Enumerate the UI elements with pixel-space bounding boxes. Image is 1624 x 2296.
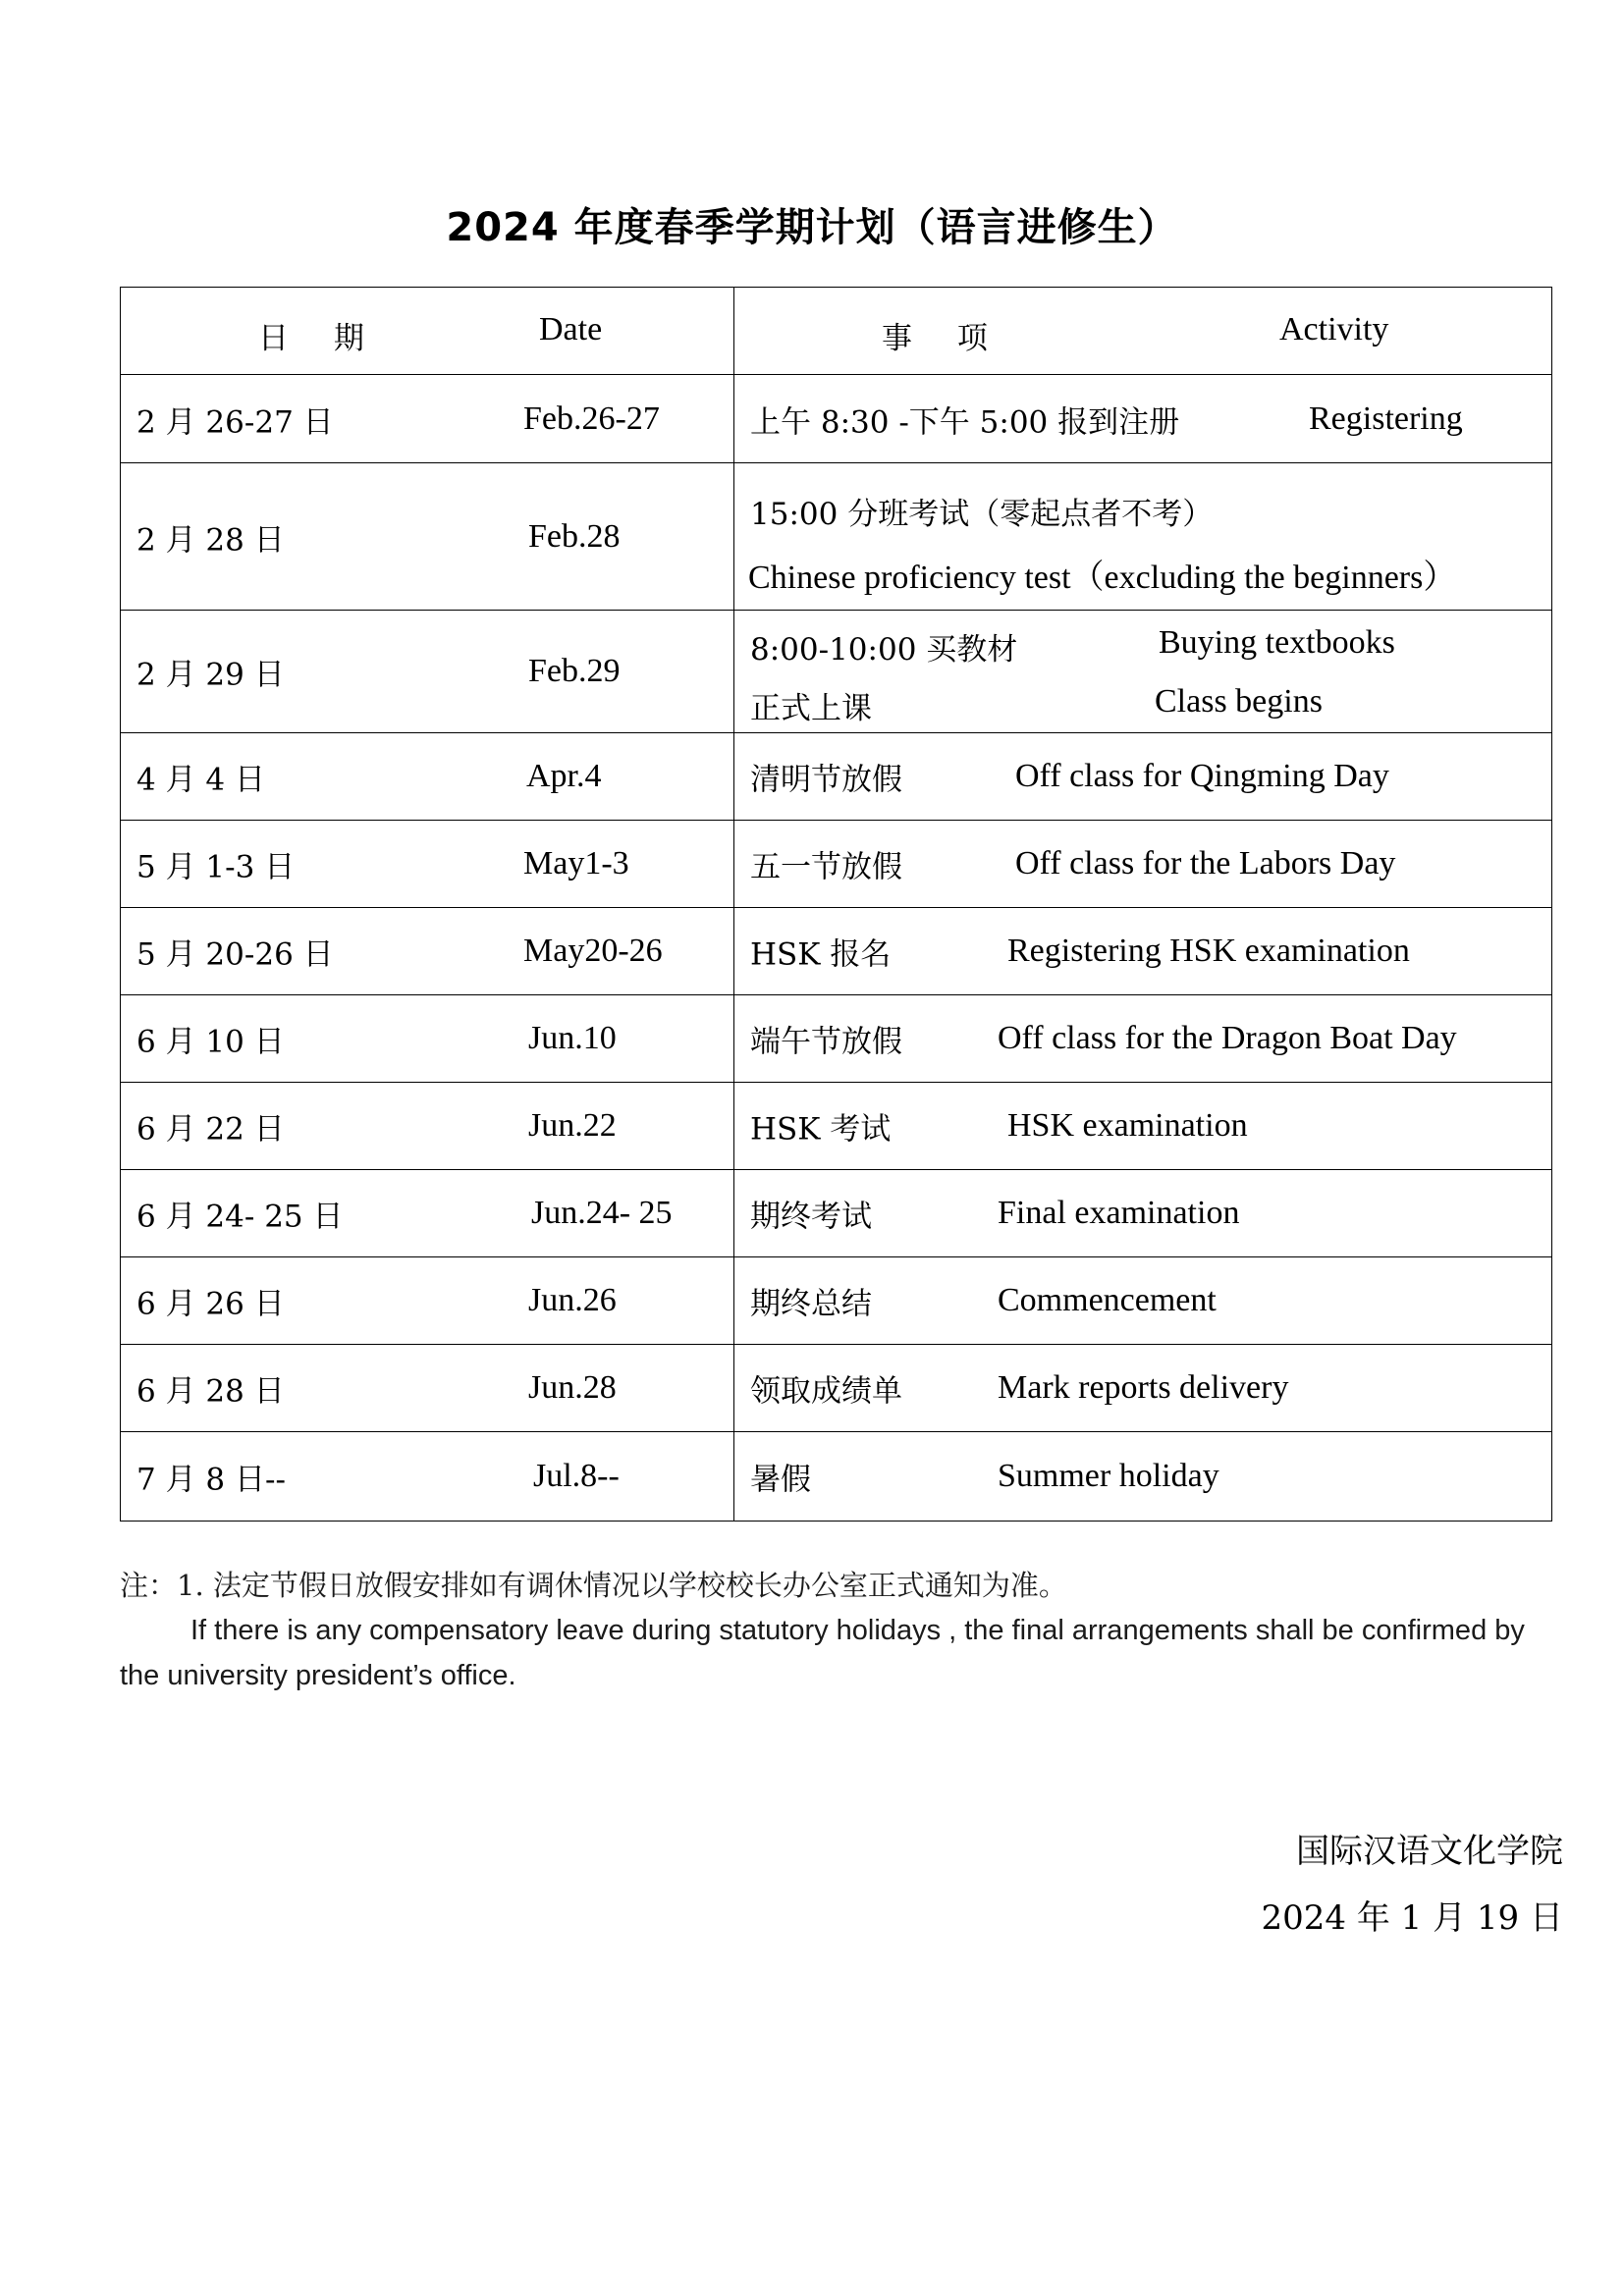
activity-cell xyxy=(734,908,1552,995)
activity-cn: 端午节放假 xyxy=(750,1024,902,1060)
date-cn: 5 月 20-26 日 xyxy=(136,936,334,973)
activity-en: Registering HSK examination xyxy=(1007,933,1410,969)
date-cell xyxy=(121,1432,734,1522)
date-en: Feb.28 xyxy=(528,517,621,555)
signature-org: 国际汉语文化学院 xyxy=(1296,1832,1563,1871)
activity-cell xyxy=(734,1257,1552,1345)
table-header-row xyxy=(121,288,1552,375)
activity-en: Registering xyxy=(1309,400,1463,437)
date-cell xyxy=(121,821,734,908)
date-cn: 6 月 22 日 xyxy=(136,1111,285,1148)
date-cn: 6 月 24- 25 日 xyxy=(136,1199,344,1235)
footnote-en: If there is any compensatory leave during statutory holidays , the final arrangements shall be confirmed by the university president’s office. xyxy=(120,1615,1525,1691)
table-row xyxy=(121,908,1552,995)
date-en: Jun.24- 25 xyxy=(531,1195,673,1231)
header-activity-en: Activity xyxy=(1279,311,1389,347)
date-cn: 6 月 26 日 xyxy=(136,1286,285,1322)
activity-cell xyxy=(734,1345,1552,1432)
activity-cn: 15:00 分班考试（零起点者不考） xyxy=(750,497,1214,532)
date-cell xyxy=(121,1083,734,1170)
table-row xyxy=(121,1432,1552,1522)
activity-cn: HSK 报名 xyxy=(750,936,892,973)
date-en: Jun.10 xyxy=(528,1020,617,1056)
date-cell xyxy=(121,908,734,995)
date-cell xyxy=(121,375,734,463)
table-row xyxy=(121,463,1552,611)
date-en: Jun.26 xyxy=(528,1282,617,1318)
date-cell xyxy=(121,1170,734,1257)
table-row xyxy=(121,1170,1552,1257)
footnote-cn: 注：1. 法定节假日放假安排如有调休情况以学校校长办公室正式通知为准。 xyxy=(120,1569,1067,1602)
activity-cn: 清明节放假 xyxy=(750,762,902,798)
table-row xyxy=(121,1257,1552,1345)
date-cn: 6 月 28 日 xyxy=(136,1373,285,1410)
header-date-en: Date xyxy=(539,311,603,347)
table-row xyxy=(121,995,1552,1083)
activity-en: Off class for the Dragon Boat Day xyxy=(998,1020,1457,1056)
header-activity-cell xyxy=(734,288,1552,375)
activity-cn: 期终总结 xyxy=(750,1286,872,1322)
date-cell xyxy=(121,995,734,1083)
signature-date: 2024 年 1 月 19 日 xyxy=(1261,1898,1563,1938)
date-cn: 6 月 10 日 xyxy=(136,1024,285,1060)
activity-cn: 五一节放假 xyxy=(750,849,902,885)
date-en: Jul.8-- xyxy=(533,1458,620,1494)
date-cell xyxy=(121,1345,734,1432)
table-row xyxy=(121,375,1552,463)
activity-en: Commencement xyxy=(998,1282,1217,1318)
activity-en-2: Class begins xyxy=(1155,683,1323,720)
activity-cell xyxy=(734,611,1552,733)
document-title: 2024 年度春季学期计划（语言进修生） xyxy=(446,205,1178,250)
activity-cn: 8:00-10:00 买教材 xyxy=(750,632,1018,667)
activity-cell xyxy=(734,1083,1552,1170)
activity-en: Summer holiday xyxy=(998,1458,1219,1494)
date-cn: 2 月 29 日 xyxy=(136,657,285,693)
activity-cell xyxy=(734,995,1552,1083)
date-en: Apr.4 xyxy=(526,758,602,794)
date-cell xyxy=(121,463,734,611)
date-cell xyxy=(121,611,734,733)
table-row xyxy=(121,1345,1552,1432)
signature-block xyxy=(1262,1818,1563,1951)
date-cn: 7 月 8 日-- xyxy=(136,1462,286,1498)
activity-cell xyxy=(734,1170,1552,1257)
header-activity-cn: 事 项 xyxy=(882,321,1005,356)
date-en: Feb.29 xyxy=(528,653,621,689)
activity-cell xyxy=(734,463,1552,611)
date-en: May20-26 xyxy=(523,933,663,969)
activity-en: Off class for Qingming Day xyxy=(1015,758,1389,794)
date-cn: 5 月 1-3 日 xyxy=(136,849,296,885)
activity-cell xyxy=(734,821,1552,908)
activity-cn: 暑假 xyxy=(750,1462,811,1498)
table-row xyxy=(121,821,1552,908)
date-en: Feb.26-27 xyxy=(523,400,660,437)
activity-cell xyxy=(734,1432,1552,1522)
date-cn: 2 月 26-27 日 xyxy=(136,404,334,440)
activity-en: Chinese proficiency test（excluding the beginners） xyxy=(748,560,1457,596)
date-en: Jun.28 xyxy=(528,1369,617,1406)
table-row xyxy=(121,1083,1552,1170)
activity-en: Buying textbooks xyxy=(1159,624,1395,661)
table-row xyxy=(121,733,1552,821)
date-cell xyxy=(121,733,734,821)
header-date-cn: 日 期 xyxy=(258,321,382,356)
footnote xyxy=(120,1563,1553,1698)
activity-en: Final examination xyxy=(998,1195,1240,1231)
date-cell xyxy=(121,1257,734,1345)
activity-cn-2: 正式上课 xyxy=(750,691,872,726)
schedule-table xyxy=(120,287,1552,1522)
date-cn: 4 月 4 日 xyxy=(136,762,266,798)
header-date-cell xyxy=(121,288,734,375)
date-cn: 2 月 28 日 xyxy=(136,522,285,558)
activity-en: HSK examination xyxy=(1007,1107,1248,1144)
table-row xyxy=(121,611,1552,733)
activity-en: Off class for the Labors Day xyxy=(1015,845,1396,881)
date-en: May1-3 xyxy=(523,845,629,881)
activity-en: Mark reports delivery xyxy=(998,1369,1289,1406)
activity-cn: HSK 考试 xyxy=(750,1111,892,1148)
activity-cn: 期终考试 xyxy=(750,1199,872,1235)
activity-cn: 上午 8:30 -下午 5:00 报到注册 xyxy=(750,404,1180,440)
activity-cell xyxy=(734,375,1552,463)
date-en: Jun.22 xyxy=(528,1107,617,1144)
activity-cell xyxy=(734,733,1552,821)
activity-cn: 领取成绩单 xyxy=(750,1373,902,1410)
